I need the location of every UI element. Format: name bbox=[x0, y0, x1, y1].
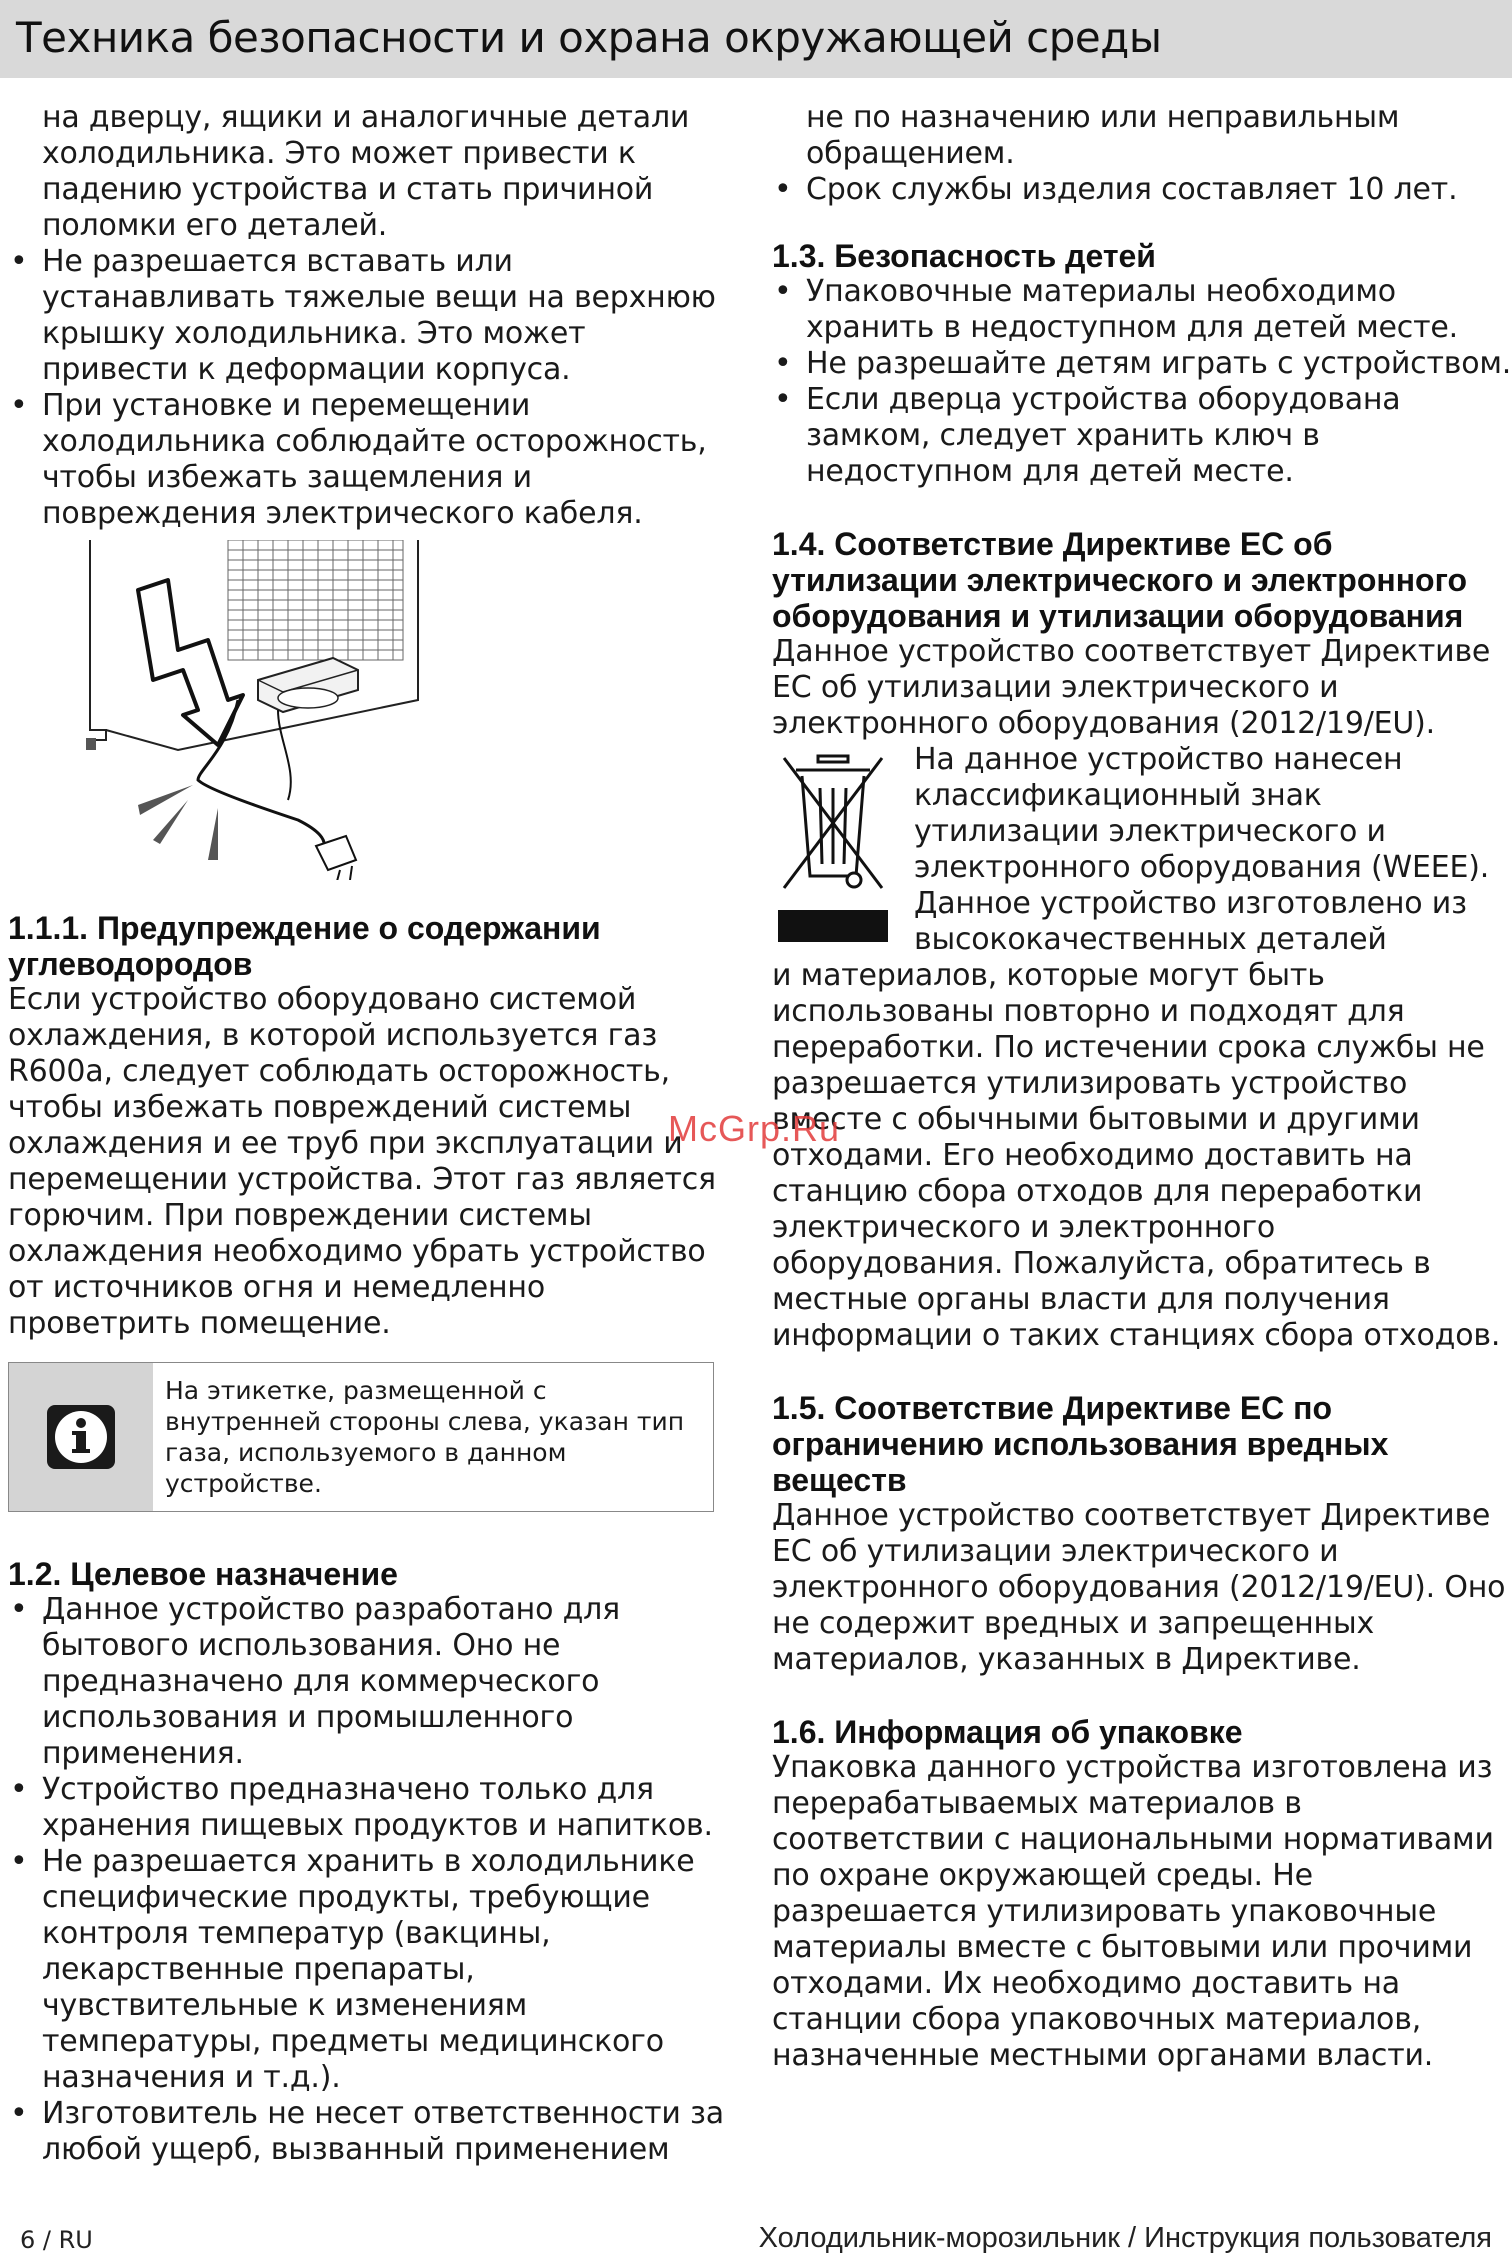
info-note-text: На этикетке, размещенной с внутренней стороны слева, указан тип газа, используемого в данном устройстве. bbox=[165, 1376, 685, 1498]
page-title: Техника безопасности и охрана окружающей среды bbox=[16, 13, 1162, 62]
left-column bbox=[8, 100, 728, 2168]
page-number: 6 / RU bbox=[20, 2226, 93, 2254]
list-item: • Устройство предназначено только для хранения пищевых продуктов и напитков. bbox=[8, 1772, 728, 1844]
section-1-4-title: 1.4. Соответствие Директиве ЕС об утилизации электрического и электронного оборудования и утилизации оборудования bbox=[772, 526, 1468, 634]
list-item: • Данное устройство разработано для бытового использования. Оно не предназначено для коммерческого использования и промышленного применения. bbox=[8, 1592, 728, 1772]
list-item: • Срок службы изделия составляет 10 лет. bbox=[772, 172, 1512, 208]
info-icon-cell bbox=[9, 1363, 153, 1511]
weee-text: На данное устройство нанесен классификационный знак утилизации электрического и электронного оборудования (WEEE). Данное устройство изготовлено из высококачественных деталей bbox=[914, 742, 1490, 957]
section-1-4-text: Данное устройство соответствует Директиве ЕС об утилизации электрического и электронного оборудования (2012/19/EU). bbox=[772, 634, 1491, 741]
list-item: • Не разрешайте детям играть с устройством. bbox=[772, 346, 1512, 382]
list-item: • При установке и перемещении холодильника соблюдайте осторожность, чтобы избежать защемления и повреждения электрического кабеля. bbox=[8, 388, 728, 532]
fridge-cable-illustration bbox=[78, 540, 458, 880]
section-1-1-1-title: 1.1.1. Предупреждение о содержании углеводородов bbox=[8, 910, 601, 982]
child-safety-bullets bbox=[772, 274, 1512, 490]
list-item: • Упаковочные материалы необходимо хранить в недоступном для детей месте. bbox=[772, 274, 1512, 346]
section-1-2-title: 1.2. Целевое назначение bbox=[8, 1556, 398, 1592]
list-item: • Если дверца устройства оборудована замком, следует хранить ключ в недоступном для детей месте. bbox=[772, 382, 1512, 490]
section-1-1-1-text: Если устройство оборудовано системой охлаждения, в которой используется газ R600a, следует соблюдать осторожность, чтобы избежать повреждений системы охлаждения и ее труб при эксплуатации и перемещении устройства. Этот газ является горючим. При повреждении системы охлаждения необходимо убрать устройство от источников огня и немедленно проветрить помещение. bbox=[8, 982, 716, 1341]
info-icon bbox=[9, 1363, 153, 1511]
intro-paragraph: на дверцу, ящики и аналогичные детали холодильника. Это может привести к падению устройства и стать причиной поломки его деталей. bbox=[42, 100, 690, 243]
list-item: • Изготовитель не несет ответственности за любой ущерб, вызванный применением bbox=[8, 2096, 728, 2168]
document-title: Холодильник-морозильник / Инструкция пользователя bbox=[758, 2222, 1492, 2254]
continued-paragraph: не по назначению или неправильным обращением. bbox=[806, 100, 1400, 171]
header-bar bbox=[0, 0, 1512, 78]
right-column bbox=[772, 100, 1512, 2074]
section-1-5-title: 1.5. Соответствие Директиве ЕС по ограничению использования вредных веществ bbox=[772, 1390, 1389, 1498]
section-1-4-text-continued: и материалов, которые могут быть использованы повторно и подходят для переработки. По истечении срока службы не разрешается утилизировать устройство вместе с обычными бытовыми и другими отходами. Его необходимо доставить на станцию сбора отходов для переработки электрического и электронного оборудования. Пожалуйста, обратитесь в местные органы власти для получения информации о таких станциях сбора отходов. bbox=[772, 958, 1501, 1353]
section-1-6-title: 1.6. Информация об упаковке bbox=[772, 1714, 1243, 1750]
watermark: McGrp.Ru bbox=[668, 1108, 841, 1149]
section-1-6-text: Упаковка данного устройства изготовлена из перерабатываемых материалов в соответствии с национальными нормативами по охране окружающей среды. Не разрешается утилизировать упаковочные материалы вместе с бытовыми или прочими отходами. Их необходимо доставить на станции сбора упаковочных материалов, назначенные местными органами власти. bbox=[772, 1750, 1494, 2073]
safety-bullets bbox=[8, 244, 728, 532]
crossed-bin-icon bbox=[776, 748, 890, 944]
weee-block bbox=[772, 742, 1512, 958]
section-1-5-text: Данное устройство соответствует Директиве ЕС об утилизации электрического и электронного оборудования (2012/19/EU). Оно не содержит вредных и запрещенных материалов, указанных в Директиве. bbox=[772, 1498, 1506, 1677]
service-life-bullet bbox=[772, 172, 1512, 208]
section-1-3-title: 1.3. Безопасность детей bbox=[772, 238, 1156, 274]
info-note-box bbox=[8, 1362, 714, 1512]
list-item: • Не разрешается вставать или устанавливать тяжелые вещи на верхнюю крышку холодильника. Это может привести к деформации корпуса. bbox=[8, 244, 728, 388]
list-item: • Не разрешается хранить в холодильнике специфические продукты, требующие контроля температур (вакцины, лекарственные препараты, чувствительные к изменениям температуры, предметы медицинского назначения и т.д.). bbox=[8, 1844, 728, 2096]
intended-use-bullets bbox=[8, 1592, 728, 2168]
